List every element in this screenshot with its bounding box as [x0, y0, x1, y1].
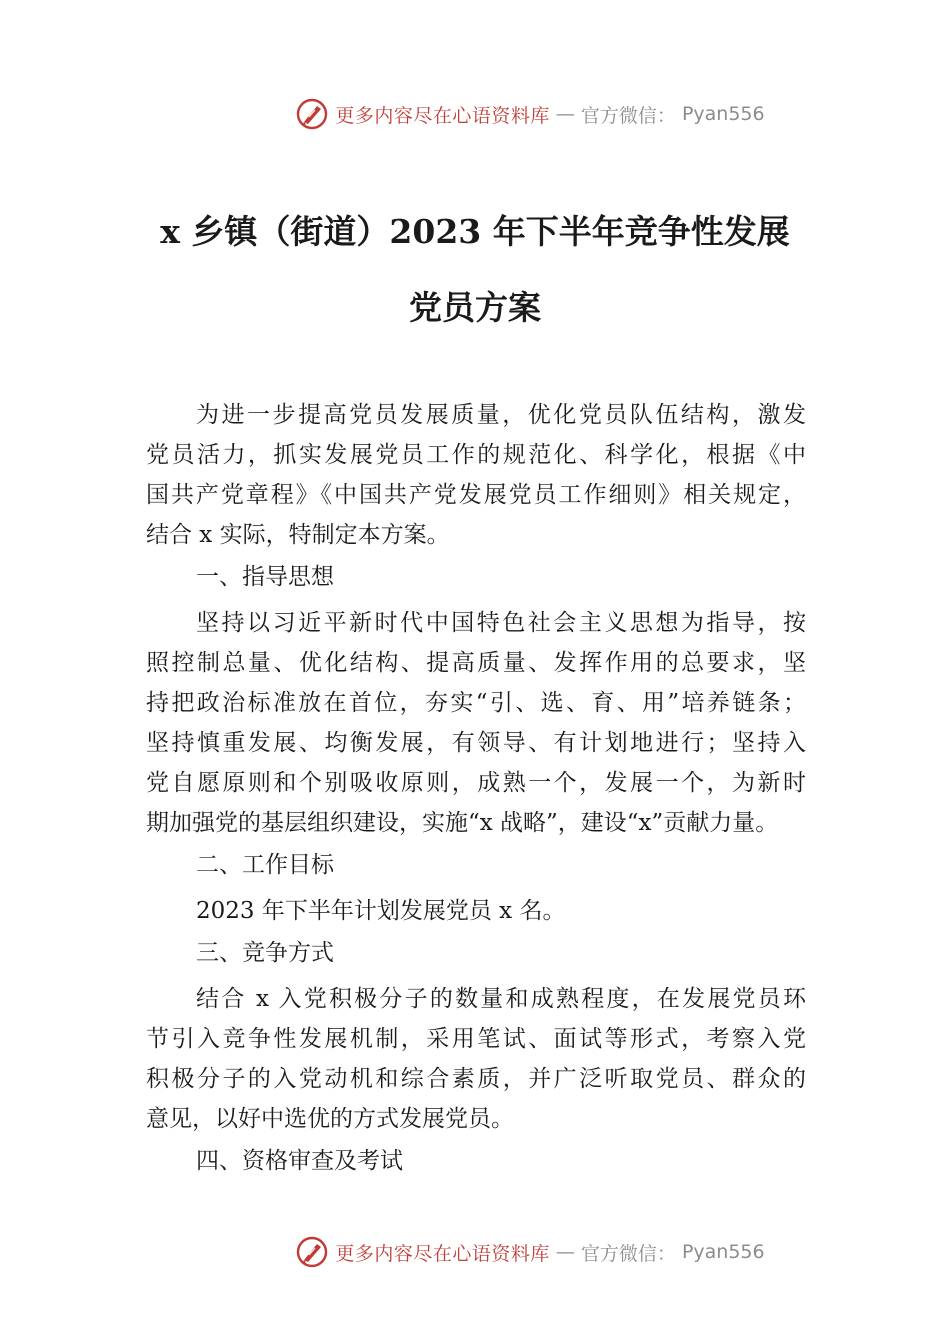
header-watermark	[0, 94, 950, 134]
section-heading-guiding-ideology: 一、指导思想	[196, 564, 334, 590]
section-heading-competition-method: 三、竞争方式	[196, 940, 334, 966]
watermark-brand-text: 更多内容尽在心语资料库	[335, 104, 550, 127]
paragraph-line: 积极分子的入党动机和综合素质，并广泛听取党员、群众的	[146, 1066, 806, 1092]
paragraph-line: 意见，以好中选优的方式发展党员。	[146, 1106, 514, 1132]
document-body	[146, 395, 806, 1181]
paragraph-line: 期加强党的基层组织建设，实施“x 战略”，建设“x”贡献力量。	[146, 810, 779, 836]
paragraph-line: 2023 年下半年计划发展党员 x 名。	[196, 898, 566, 924]
section-heading-work-goals: 二、工作目标	[196, 852, 334, 878]
watermark-official-label: 官方微信：	[580, 104, 676, 127]
watermark-official-label: 官方微信：	[580, 1242, 676, 1265]
watermark-separator: —	[555, 1241, 575, 1263]
paragraph-line: 结合 x 入党积极分子的数量和成熟程度，在发展党员环	[196, 986, 806, 1012]
paragraph-line: 国共产党章程》《中国共产党发展党员工作细则》相关规定，	[146, 482, 806, 508]
paragraph-line: 节引入竞争性发展机制，采用笔试、面试等形式，考察入党	[146, 1026, 806, 1052]
watermark-content	[295, 97, 764, 131]
paragraph-line: 持把政治标准放在首位，夯实“引、选、育、用”培养链条；	[146, 690, 806, 716]
quill-pen-logo-icon	[295, 97, 329, 131]
watermark-wechat-id: Pyan556	[681, 103, 765, 125]
watermark-separator: —	[555, 103, 575, 125]
watermark-brand-text: 更多内容尽在心语资料库	[335, 1242, 550, 1265]
paragraph-line: 党自愿原则和个别吸收原则，成熟一个，发展一个，为新时	[146, 770, 806, 796]
section-heading-qualification-review: 四、资格审查及考试	[196, 1148, 403, 1174]
paragraph-line: 坚持以习近平新时代中国特色社会主义思想为指导，按	[196, 610, 806, 636]
paragraph-line: 党员活力，抓实发展党员工作的规范化、科学化，根据《中	[146, 442, 806, 468]
paragraph-line: 结合 x 实际，特制定本方案。	[146, 522, 450, 548]
document-title-line-1: x 乡镇（街道）2023 年下半年竞争性发展	[160, 212, 790, 251]
paragraph-line: 照控制总量、优化结构、提高质量、发挥作用的总要求，坚	[146, 650, 806, 676]
quill-pen-logo-icon	[295, 1235, 329, 1269]
footer-watermark	[0, 1232, 950, 1272]
paragraph-line: 坚持慎重发展、均衡发展，有领导、有计划地进行；坚持入	[146, 730, 806, 756]
paragraph-line: 为进一步提高党员发展质量，优化党员队伍结构，激发	[196, 402, 806, 428]
watermark-content	[295, 1235, 764, 1269]
watermark-wechat-id: Pyan556	[681, 1241, 765, 1263]
document-title-line-2: 党员方案	[409, 288, 541, 327]
